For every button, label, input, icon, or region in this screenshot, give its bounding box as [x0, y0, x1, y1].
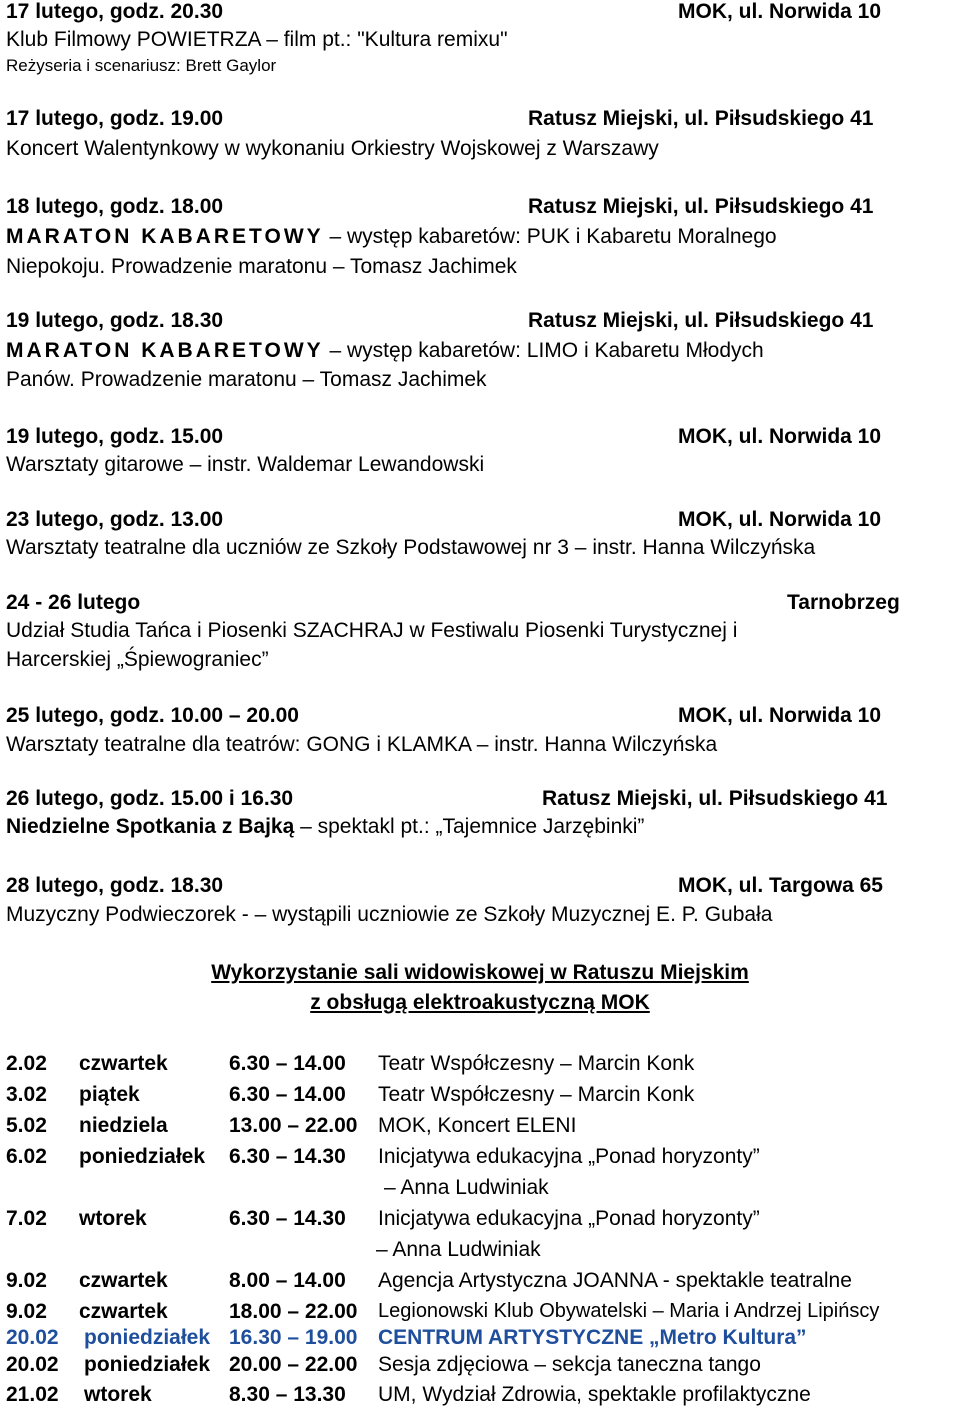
event-date: 19 lutego, godz. 15.00: [6, 425, 224, 448]
usage-desc: Inicjatywa edukacyjna „Ponad horyzonty”: [378, 1207, 760, 1230]
event-title: Udział Studia Tańca i Piosenki SZACHRAJ w Festiwalu Piosenki Turystycznej i: [6, 619, 738, 642]
event-title-continued: Niepokoju. Prowadzenie maratonu – Tomasz Jachimek: [6, 255, 517, 278]
event-venue: Ratusz Miejski, ul. Piłsudskiego 41: [528, 195, 874, 218]
event-date: 17 lutego, godz. 19.00: [6, 107, 224, 130]
event-date: 17 lutego, godz. 20.30: [6, 0, 224, 23]
usage-day: wtorek: [79, 1207, 147, 1230]
usage-time: 6.30 – 14.30: [229, 1145, 346, 1168]
usage-desc: Teatr Współczesny – Marcin Konk: [378, 1052, 695, 1075]
usage-date: 5.02: [6, 1114, 47, 1137]
usage-time: 6.30 – 14.30: [229, 1207, 346, 1230]
usage-day: wtorek: [84, 1383, 152, 1406]
usage-day: poniedziałek: [79, 1145, 206, 1168]
event-title-continued: Panów. Prowadzenie maratonu – Tomasz Jachimek: [6, 368, 487, 391]
usage-date: 6.02: [6, 1145, 47, 1168]
usage-day: czwartek: [79, 1052, 168, 1075]
event-venue: Ratusz Miejski, ul. Piłsudskiego 41: [528, 309, 874, 332]
usage-date: 20.02: [6, 1353, 59, 1376]
event-description: [6, 225, 777, 249]
event-note: Reżyseria i scenariusz: Brett Gaylor: [6, 56, 277, 75]
event-title: – spektakl pt.: „Tajemnice Jarzębinki”: [294, 815, 645, 838]
event-description: [6, 339, 764, 363]
event-title: Warsztaty teatralne dla teatrów: GONG i KLAMKA – instr. Hanna Wilczyńska: [6, 733, 718, 756]
usage-desc: UM, Wydział Zdrowia, spektakle profilaktyczne: [378, 1383, 811, 1406]
usage-date: 2.02: [6, 1052, 47, 1075]
usage-day: piątek: [79, 1083, 140, 1106]
event-date: 25 lutego, godz. 10.00 – 20.00: [6, 704, 299, 727]
section-heading-line2: z obsługą elektroakustyczną MOK: [310, 991, 650, 1014]
usage-date: 3.02: [6, 1083, 47, 1106]
event-headline: Niedzielne Spotkania z Bajką: [6, 815, 295, 838]
usage-desc-continued: – Anna Ludwiniak: [376, 1238, 541, 1261]
usage-date: 7.02: [6, 1207, 47, 1230]
event-title-continued: Harcerskiej „Śpiewograniec”: [6, 648, 269, 671]
event-venue: MOK, ul. Norwida 10: [678, 704, 882, 727]
event-venue: MOK, ul. Norwida 10: [678, 508, 882, 531]
usage-day: poniedziałek: [84, 1353, 211, 1376]
event-venue: MOK, ul. Norwida 10: [678, 425, 882, 448]
event-title: Koncert Walentynkowy w wykonaniu Orkiestry Wojskowej z Warszawy: [6, 137, 659, 160]
event-date: 26 lutego, godz. 15.00 i 16.30: [6, 787, 294, 810]
event-title: – występ kabaretów: LIMO i Kabaretu Młodych: [323, 339, 764, 362]
event-title: Klub Filmowy POWIETRZA – film pt.: "Kultura remixu": [6, 28, 508, 51]
usage-day: czwartek: [79, 1300, 168, 1323]
usage-date: 9.02: [6, 1269, 47, 1292]
usage-time: 8.00 – 14.00: [229, 1269, 346, 1292]
event-venue: Tarnobrzeg: [787, 591, 900, 614]
event-date: 23 lutego, godz. 13.00: [6, 508, 224, 531]
event-date: 19 lutego, godz. 18.30: [6, 309, 224, 332]
usage-day: niedziela: [79, 1114, 168, 1137]
usage-time: 20.00 – 22.00: [229, 1353, 358, 1376]
usage-desc: Inicjatywa edukacyjna „Ponad horyzonty”: [378, 1145, 760, 1168]
event-date: 28 lutego, godz. 18.30: [6, 874, 224, 897]
event-title: Muzyczny Podwieczorek - – wystąpili uczniowie ze Szkoły Muzycznej E. P. Gubała: [6, 903, 773, 926]
usage-desc: Sesja zdjęciowa – sekcja taneczna tango: [378, 1353, 761, 1376]
usage-desc: Legionowski Klub Obywatelski – Maria i Andrzej Lipińscy: [378, 1300, 880, 1322]
usage-day: czwartek: [79, 1269, 168, 1292]
usage-day: poniedziałek: [84, 1326, 211, 1349]
event-date: 24 - 26 lutego: [6, 591, 141, 614]
event-venue: Ratusz Miejski, ul. Piłsudskiego 41: [528, 107, 874, 130]
event-headline: MARATON KABARETOWY: [6, 339, 324, 362]
usage-desc-continued: – Anna Ludwiniak: [384, 1176, 549, 1199]
event-title: Warsztaty teatralne dla uczniów ze Szkoły Podstawowej nr 3 – instr. Hanna Wilczyńska: [6, 536, 816, 559]
event-title: – występ kabaretów: PUK i Kabaretu Moralnego: [323, 225, 777, 248]
event-venue: MOK, ul. Targowa 65: [678, 874, 883, 897]
event-date: 18 lutego, godz. 18.00: [6, 195, 224, 218]
usage-desc: Agencja Artystyczna JOANNA - spektakle teatralne: [378, 1269, 852, 1292]
event-headline: MARATON KABARETOWY: [6, 225, 324, 248]
usage-date: 21.02: [6, 1383, 59, 1406]
event-venue: MOK, ul. Norwida 10: [678, 0, 882, 23]
event-title: Warsztaty gitarowe – instr. Waldemar Lewandowski: [6, 453, 485, 476]
usage-time: 6.30 – 14.00: [229, 1052, 346, 1075]
usage-time: 8.30 – 13.30: [229, 1383, 346, 1406]
usage-desc: MOK, Koncert ELENI: [378, 1114, 577, 1137]
usage-date: 20.02: [6, 1326, 59, 1349]
section-heading-line1: Wykorzystanie sali widowiskowej w Ratuszu Miejskim: [211, 961, 749, 984]
usage-time: 18.00 – 22.00: [229, 1300, 358, 1323]
usage-desc: CENTRUM ARTYSTYCZNE „Metro Kultura”: [378, 1326, 807, 1349]
event-description: [6, 815, 644, 839]
usage-time: 6.30 – 14.00: [229, 1083, 346, 1106]
usage-time: 16.30 – 19.00: [229, 1326, 358, 1349]
usage-desc: Teatr Współczesny – Marcin Konk: [378, 1083, 695, 1106]
event-venue: Ratusz Miejski, ul. Piłsudskiego 41: [542, 787, 888, 810]
usage-time: 13.00 – 22.00: [229, 1114, 358, 1137]
usage-date: 9.02: [6, 1300, 47, 1323]
